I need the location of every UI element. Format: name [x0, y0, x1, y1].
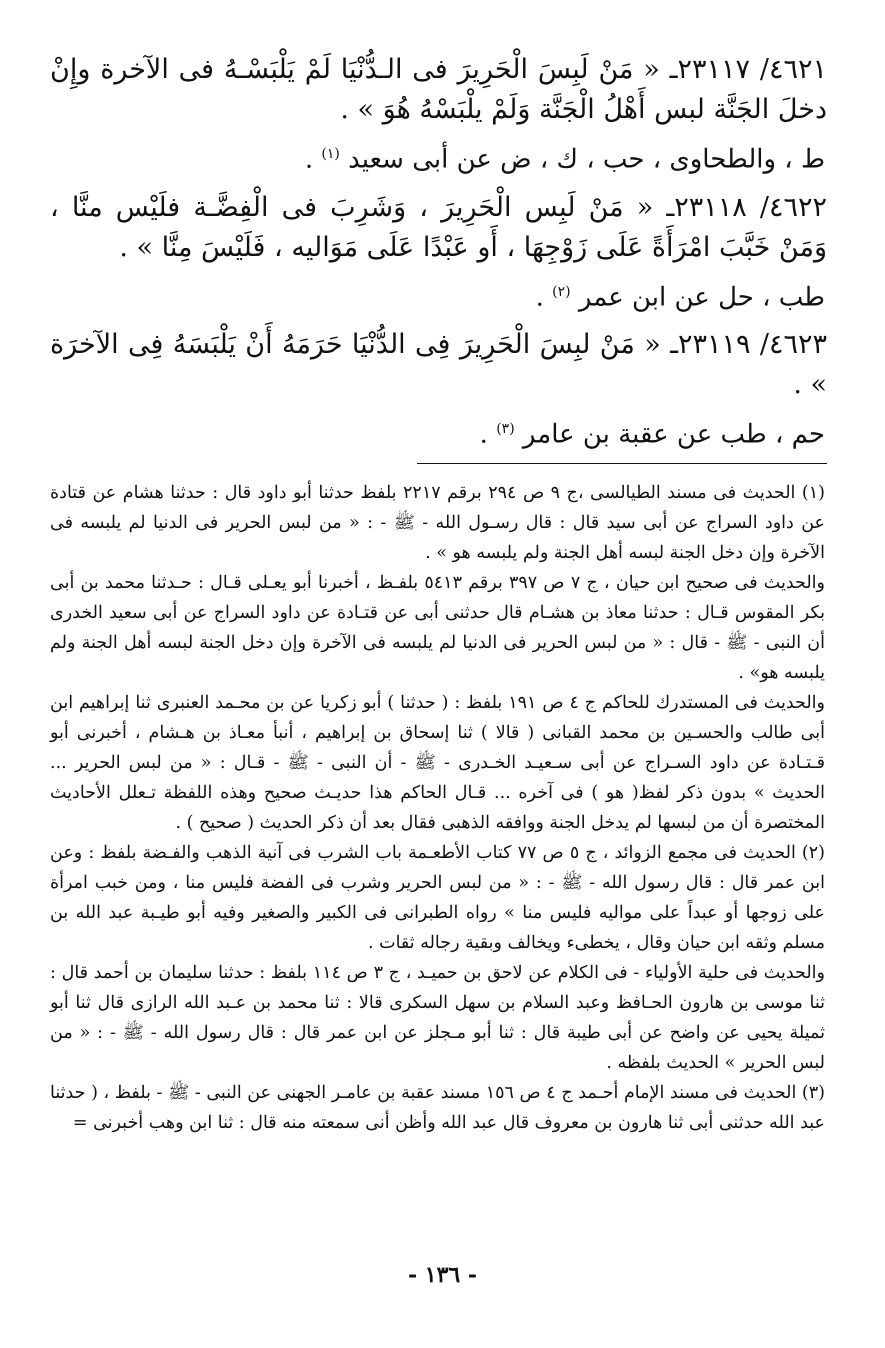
footnote-2-continued: والحديث فى حلية الأولياء - فى الكلام عن لاحق بن حميـد ، ج ٣ ص ١١٤ بلفظ : حدثنا سليمان بن أحمد قال : ثنا موسى بن هارون الحـافظ وعبد السلام بن سهل السكرى قالا : ثنا محمد بن عـبد الله الرازى قال ثنا أبو ثميلة يحيى عن واضح عن أبى طيبة قال : ثنا أبو مـجلز عن ابن عمر قال : قال رسول الله - ﷺ - : « من لبس الحرير » الحديث بلفظه .	[50, 963, 825, 1073]
footnote-marker[interactable]: (٣)	[496, 421, 515, 438]
footnote-marker[interactable]: (٢)	[552, 283, 571, 300]
hadith-reference-4622: طب ، حل عن ابن عمر $^{(٢)}$ .	[535, 282, 825, 313]
footnote-3: (٣) الحديث فى مسند الإمام أحـمد ج ٤ ص ١٥٦ مسند عقبة بن عامـر الجهنى عن النبى - ﷺ - بلفظ ، ( حدثنا عبد الله حدثنى أبى ثنا هارون بن معروف قال عبد الله وأظن أنى سمعته منه قال : ثنا ابن وهب أخبرنى =	[50, 1083, 825, 1133]
page-number: - ١٣٦ -	[407, 1262, 478, 1288]
hadith-reference-4621: ط ، والطحاوى ، حب ، ك ، ض عن أبى سعيد $^{(١)}$ .	[304, 144, 825, 175]
footnotes-section	[50, 478, 825, 1138]
reference-text: حم ، طب عن عقبة بن عامر	[522, 419, 825, 450]
reference-text: ط ، والطحاوى ، حب ، ك ، ض عن أبى سعيد	[348, 144, 825, 175]
footnote-divider	[417, 463, 827, 464]
hadith-entry-4623: ٤٦٢٣/ ٢٣١١٩ـ « مَنْ لبِسَ الْحَرِيرَ فِى الدُّنْيَا حَرَمَهُ أَنْ يَلْبَسَهُ فِى الآخرَة » .	[50, 329, 827, 401]
main-text	[50, 50, 827, 463]
footnote-1-continued: والحديث فى صحيح ابن حيان ، ج ٧ ص ٣٩٧ برقم ٥٤١٣ بلفـظ ، أخبرنا أبو يعـلى قـال : حـدثنا محمد بن أبى بكر المقوس قـال : حدثنا معاذ بن هشـام قال حدثنى أبى عن قتـادة عن داود السراج عن أبى سعيد الخدرى أن النبى - ﷺ - قال : « من لبس الحرير فى الدنيا لم يلبسه فى الآخرة وإن دخل الجنة لبسه أهل الجنة ولم يلبسه هو» .	[50, 573, 826, 683]
footnote-1: (١) الحديث فى مسند الطيالسى ،ج ٩ ص ٢٩٤ برقم ٢٢١٧ بلفظ حدثنا أبو داود قال : حدثنا هشام عن قتادة عن داود السراج عن أبى سيد قال : قال رسـول الله - ﷺ - : « من لبس الحرير فى الدنيا لم يلبسه فى الآخرة وإن دخل الجنة لبسه أهل الجنة ولم يلبسه هو » .	[50, 483, 825, 563]
footnote-marker[interactable]: (١)	[321, 146, 340, 162]
footnote-2: (٢) الحديث فى مجمع الزوائد ، ج ٥ ص ٧٧ كتاب الأطعـمة باب الشرب فى آنية الذهب والفـضة بلفظ : وعن ابن عمر قال : قال رسول الله - ﷺ - : « من لبس الحرير وشرب فى الفضة فليس منا ، ومن خبب امرأة على زوجها أو عبداً على مواليه فليس منا » رواه الطبرانى فى الكبير والصغير وفيه أبو طيـبة عبد الله بن مسلم وثقه ابن حيان وقال ، يخطىء ويخالف وبقية رجاله ثقات .	[50, 843, 825, 953]
reference-text: طب ، حل عن ابن عمر	[578, 282, 825, 313]
footnote-1-continued-2: والحديث فى المستدرك للحاكم ج ٤ ص ١٩١ بلفظ : ( حدثنا ) أبو زكريا عن بن محـمد العنبرى ثنا إبراهيم ابن أبى طالب والحسـين بن محمد القبانى ( قالا ) ثنا إسحاق بن إبراهيم ، أنبأ معـاذ بن هـشام ، أخبرنى أبو قـتـادة عن داود السـراج عن أبى سـعيـد الخـدرى - ﷺ - أن النبى - ﷺ - قـال : « من لبس الحرير ... الحديث » بدون ذكر لفظ( هو ) فى آخره ... قـال الحاكم هذا حديـث صحيح وهذه اللفظة تـعلل الأحاديث المختصرة أن من لبسها لم يدخل الجنة ووافقه الذهبى فقال بعد أن ذكر الحديث ( صحيح ) .	[50, 693, 825, 833]
hadith-entry-4622: ٤٦٢٢/ ٢٣١١٨ـ « مَنْ لَبِس الْحَرِيرَ ، وَشَرِبَ فى الْفِضَّـة فلَيْس منَّا ، وَمَنْ خَبَّبَ امْرَأَةً عَلَى زَوْجِهَا ، أَو عَبْدًا عَلَى مَوَاليه ، فَلَيْسَ مِنَّا » .	[50, 191, 827, 263]
hadith-reference-4623: حم ، طب عن عقبة بن عامر $^{(٣)}$ .	[479, 419, 825, 450]
hadith-entry-4621: ٤٦٢١/ ٢٣١١٧ـ « مَنْ لَبِسَ الْحَرِيرَ فى الـدُّنْيَا لَمْ يَلْبَسْـهُ فى الآخرة وإِنْ دخلَ الجَنَّة لبس أَهْلُ الْجَنَّة وَلَمْ يلْبَسْهُ هُوَ » .	[50, 54, 827, 125]
